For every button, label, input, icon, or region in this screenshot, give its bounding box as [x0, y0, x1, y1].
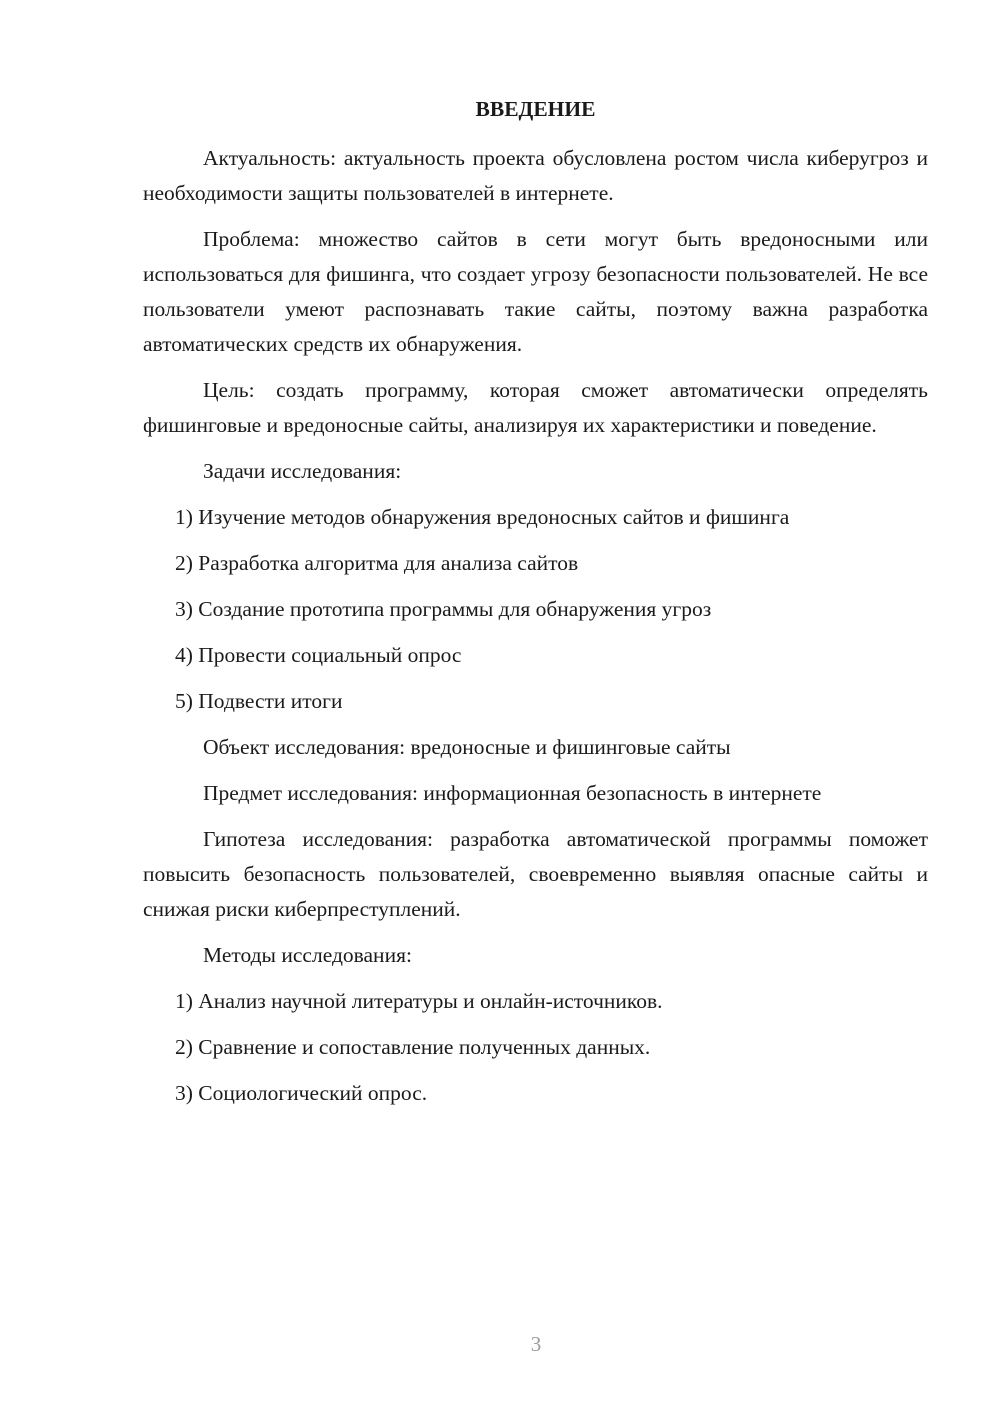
- goal-paragraph: Цель: создать программу, которая сможет автоматически определять фишинговые и вредоносные сайты, анализируя их характеристики и поведение.: [143, 378, 928, 437]
- page-number: 3: [530, 1332, 542, 1356]
- method-item: 1) Анализ научной литературы и онлайн-источников.: [175, 989, 663, 1013]
- method-item: 3) Социологический опрос.: [175, 1081, 428, 1105]
- task-item: 3) Создание прототипа программы для обнаружения угроз: [175, 597, 712, 621]
- object-line: Объект исследования: вредоносные и фишинговые сайты: [203, 735, 731, 759]
- methods-title: Методы исследования:: [203, 943, 412, 967]
- task-item: 4) Провести социальный опрос: [175, 643, 462, 667]
- page-content: [143, 92, 928, 1122]
- tasks-title: Задачи исследования:: [203, 459, 402, 483]
- task-item: 1) Изучение методов обнаружения вредоносных сайтов и фишинга: [175, 505, 790, 529]
- relevance-paragraph: Актуальность: актуальность проекта обусловлена ростом числа киберугроз и необходимости защиты пользователей в интернете.: [143, 146, 928, 205]
- problem-paragraph: Проблема: множество сайтов в сети могут быть вредоносными или использоваться для фишинга, что создает угрозу безопасности пользователей. Не все пользователи умеют распознавать такие сайты, поэтому важна разработка автоматических средств их обнаружения.: [143, 227, 928, 356]
- task-item: 2) Разработка алгоритма для анализа сайтов: [175, 551, 579, 575]
- subject-line: Предмет исследования: информационная безопасность в интернете: [203, 781, 822, 805]
- hypothesis-paragraph: Гипотеза исследования: разработка автоматической программы поможет повысить безопасность пользователей, своевременно выявляя опасные сайты и снижая риски киберпреступлений.: [143, 827, 928, 921]
- method-item: 2) Сравнение и сопоставление полученных данных.: [175, 1035, 651, 1059]
- section-heading: ВВЕДЕНИЕ: [475, 97, 596, 121]
- task-item: 5) Подвести итоги: [175, 689, 343, 713]
